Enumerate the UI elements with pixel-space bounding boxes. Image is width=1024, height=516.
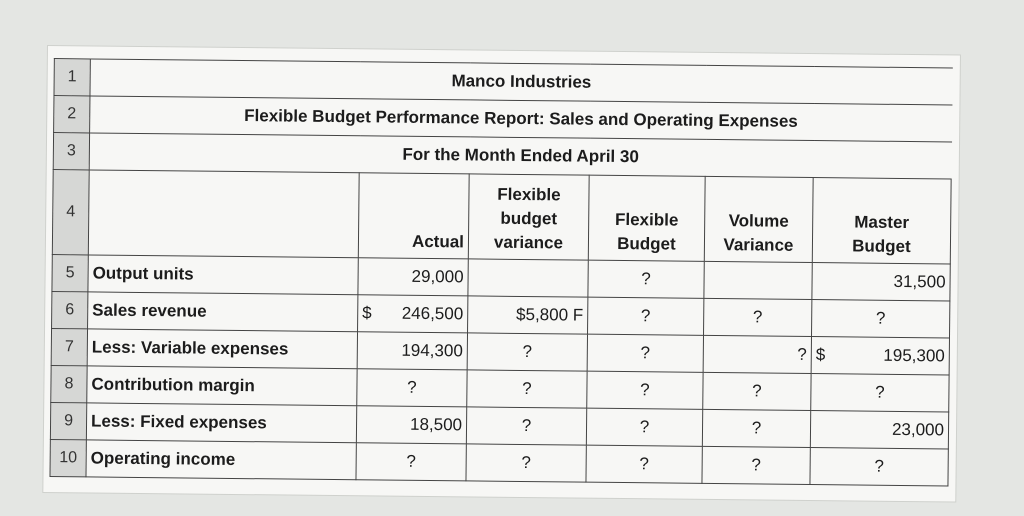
row-label[interactable]: Less: Fixed expenses [86,403,356,443]
master-budget-cell[interactable]: 23,000 [810,411,948,449]
dollar-sign: $ [362,303,372,323]
volume-variance-cell[interactable]: ? [702,409,810,447]
actual-header[interactable]: Actual [358,173,469,259]
volume-variance-cell[interactable]: ? [704,298,812,336]
report-period[interactable]: For the Month Ended April 30 [89,133,951,179]
company-title[interactable]: Manco Industries [90,59,952,105]
master-budget-cell[interactable]: ? [810,448,948,486]
volume-variance-cell[interactable]: ? [702,446,810,484]
flexible-budget-variance-cell[interactable]: ? [466,407,586,445]
actual-cell[interactable]: 18,500 [356,406,466,444]
row-header[interactable]: 5 [52,255,88,292]
flexible-budget-cell[interactable]: ? [587,371,703,409]
flexible-budget-cell[interactable]: ? [587,334,703,372]
master-budget-header[interactable]: Master Budget [812,178,951,264]
row-header[interactable]: 10 [50,440,86,477]
row-header[interactable]: 9 [50,403,86,440]
row-header[interactable]: 6 [52,292,88,329]
flexible-budget-variance-cell[interactable]: ? [466,444,586,482]
flexible-budget-variance-cell[interactable] [468,259,588,297]
header-row [52,170,951,264]
actual-value: 246,500 [401,303,464,324]
row-header[interactable]: 7 [51,329,87,366]
row-header[interactable]: 4 [52,170,89,255]
flexible-budget-variance-header[interactable]: Flexible budget variance [468,174,589,260]
report-title[interactable]: Flexible Budget Performance Report: Sales and Operating Expenses [90,96,952,142]
flexible-budget-cell[interactable]: ? [586,408,702,446]
actual-cell[interactable]: ? [356,443,466,481]
master-budget-cell[interactable]: 31,500 [812,263,950,301]
volume-variance-header[interactable]: Volume Variance [704,176,813,262]
volume-variance-cell[interactable] [704,261,812,299]
row-header[interactable]: 8 [51,366,87,403]
flexible-budget-cell[interactable]: ? [588,260,704,298]
flexible-budget-variance-cell[interactable]: $5,800 F [468,296,588,334]
row-header[interactable]: 2 [54,96,90,133]
flexible-budget-header[interactable]: Flexible Budget [588,175,705,261]
row-header[interactable]: 1 [54,59,90,96]
actual-cell[interactable]: ? [357,369,467,407]
master-value: 195,300 [883,345,945,366]
flexible-budget-variance-cell[interactable]: ? [467,333,587,371]
flexible-budget-cell[interactable]: ? [586,445,702,483]
actual-cell[interactable]: 29,000 [358,258,468,296]
dollar-sign: $ [815,345,826,365]
master-budget-cell[interactable] [811,337,949,375]
row-label[interactable]: Output units [88,255,358,295]
volume-variance-cell[interactable]: ? [703,335,811,373]
label-header-cell[interactable] [88,170,359,258]
row-header[interactable]: 3 [53,133,89,170]
actual-cell[interactable]: 194,300 [357,332,467,370]
master-budget-cell[interactable]: ? [811,374,949,412]
row-label[interactable]: Operating income [86,440,356,480]
actual-cell[interactable] [358,295,468,333]
master-budget-cell[interactable]: ? [811,300,949,338]
performance-report-table [49,58,952,486]
flexible-budget-cell[interactable]: ? [588,297,704,335]
spreadsheet [43,46,960,502]
flexible-budget-variance-cell[interactable]: ? [467,370,587,408]
row-label[interactable]: Contribution margin [87,366,357,406]
volume-variance-cell[interactable]: ? [703,372,811,410]
row-label[interactable]: Less: Variable expenses [87,329,357,369]
row-label[interactable]: Sales revenue [88,292,358,332]
